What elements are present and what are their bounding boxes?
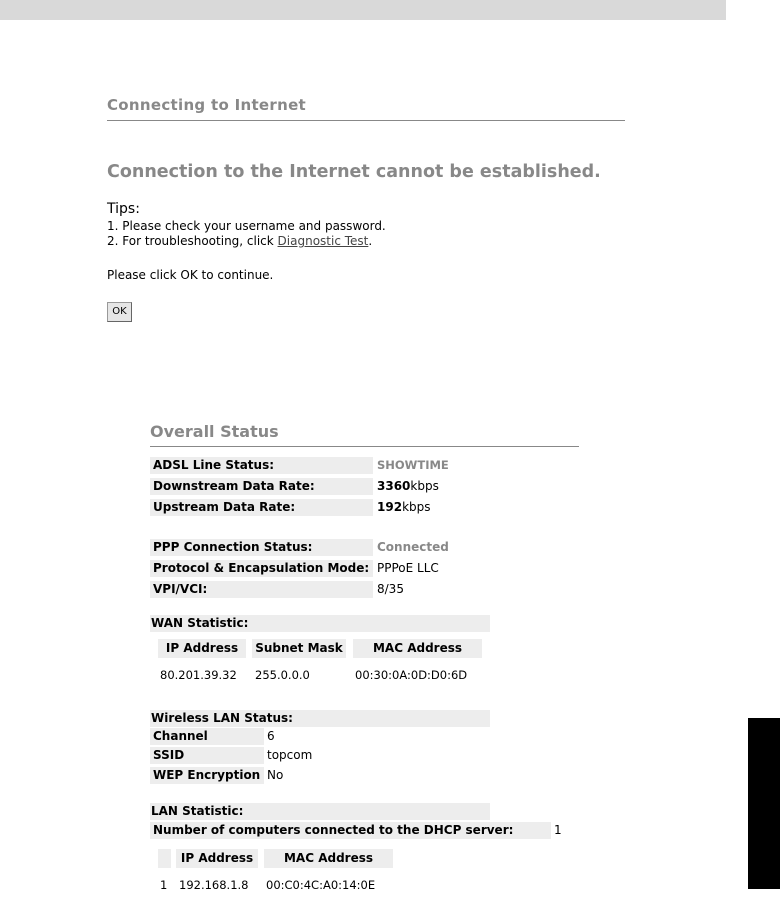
downstream-number: 3360 bbox=[377, 479, 411, 493]
error-message: Connection to the Internet cannot be established. bbox=[107, 162, 601, 182]
tips-title: Tips: bbox=[107, 201, 140, 217]
lan-ip-header: IP Address bbox=[176, 849, 258, 868]
lan-mac-value: 00:C0:4C:A0:14:0E bbox=[266, 878, 376, 892]
downstream-unit: kbps bbox=[410, 479, 439, 493]
overall-status-title: Overall Status bbox=[150, 422, 279, 441]
wan-ip-header: IP Address bbox=[158, 639, 246, 658]
dhcp-count-value: 1 bbox=[554, 823, 562, 837]
downstream-label: Downstream Data Rate: bbox=[150, 478, 373, 495]
connecting-title: Connecting to Internet bbox=[107, 96, 307, 114]
adsl-status-label: ADSL Line Status: bbox=[150, 457, 373, 474]
wep-value: No bbox=[267, 768, 284, 782]
tip-1: 1. Please check your username and password. bbox=[107, 219, 386, 233]
wan-ip-value: 80.201.39.32 bbox=[160, 668, 237, 682]
diagnostic-test-link[interactable]: Diagnostic Test bbox=[277, 234, 369, 248]
side-tab-marker bbox=[748, 718, 780, 889]
divider bbox=[107, 120, 625, 121]
wan-mac-header: MAC Address bbox=[353, 639, 482, 658]
upstream-value bbox=[377, 499, 431, 516]
wan-mask-header: Subnet Mask bbox=[252, 639, 346, 658]
upstream-number: 192 bbox=[377, 500, 403, 514]
tip-2 bbox=[107, 234, 372, 248]
tip-2-suffix: . bbox=[368, 234, 373, 248]
divider bbox=[150, 446, 579, 447]
channel-label: Channel bbox=[150, 728, 264, 745]
wireless-lan-title: Wireless LAN Status: bbox=[150, 710, 490, 727]
lan-statistic-title: LAN Statistic: bbox=[150, 803, 490, 820]
top-banner bbox=[0, 0, 726, 20]
protocol-label: Protocol & Encapsulation Mode: bbox=[150, 560, 373, 577]
upstream-label: Upstream Data Rate: bbox=[150, 499, 373, 516]
tip-2-prefix: 2. For troubleshooting, click bbox=[107, 234, 278, 248]
vpi-vci-label: VPI/VCI: bbox=[150, 581, 373, 598]
continue-instruction: Please click OK to continue. bbox=[107, 268, 274, 282]
channel-value: 6 bbox=[267, 729, 275, 743]
vpi-vci-value: 8/35 bbox=[377, 582, 404, 596]
wep-label: WEP Encryption bbox=[150, 767, 264, 784]
lan-index-header bbox=[158, 849, 171, 868]
ok-button[interactable]: OK bbox=[107, 302, 132, 322]
lan-mac-header: MAC Address bbox=[264, 849, 393, 868]
lan-row-index: 1 bbox=[160, 878, 168, 892]
wan-mask-value: 255.0.0.0 bbox=[255, 668, 310, 682]
protocol-value: PPPoE LLC bbox=[377, 561, 439, 575]
dhcp-count-label: Number of computers connected to the DHCP server: bbox=[150, 822, 551, 839]
upstream-unit: kbps bbox=[402, 500, 431, 514]
ssid-value: topcom bbox=[267, 748, 313, 762]
lan-ip-value: 192.168.1.8 bbox=[179, 878, 249, 892]
wan-statistic-title: WAN Statistic: bbox=[150, 615, 490, 632]
downstream-value bbox=[377, 478, 439, 495]
wan-mac-value: 00:30:0A:0D:D0:6D bbox=[355, 668, 468, 682]
ssid-label: SSID bbox=[150, 747, 264, 764]
adsl-status-value: SHOWTIME bbox=[377, 458, 449, 472]
ppp-status-value: Connected bbox=[377, 540, 449, 554]
ppp-status-label: PPP Connection Status: bbox=[150, 539, 373, 556]
